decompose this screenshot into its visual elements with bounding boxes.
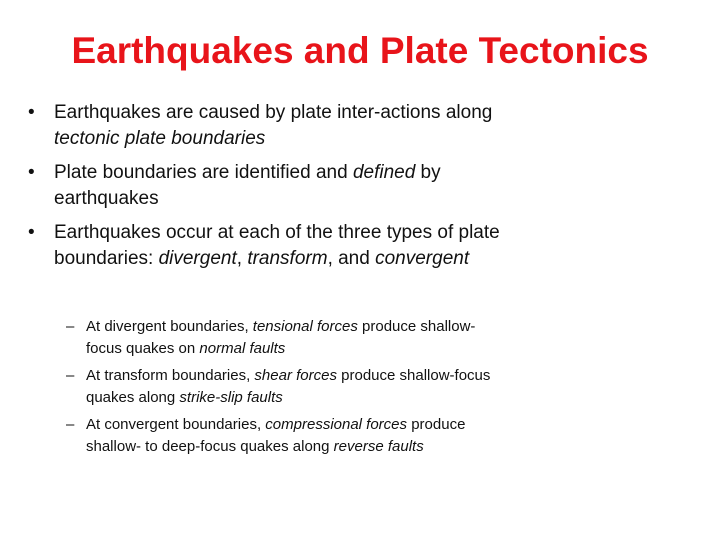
sub-bullet-item bbox=[66, 414, 506, 457]
bullet-marker: • bbox=[28, 162, 35, 183]
sub-bullet-emphasis: compressional forces bbox=[265, 416, 408, 433]
sub-bullet-list bbox=[66, 316, 506, 463]
bullet-item bbox=[28, 220, 508, 271]
bullet-marker: • bbox=[28, 102, 35, 123]
bullet-list bbox=[28, 100, 508, 280]
sub-bullet-emphasis: normal faults bbox=[199, 339, 286, 357]
bullet-text: Earthquakes occur at each of the three types of plate boundaries: bbox=[54, 222, 500, 269]
bullet-marker: • bbox=[28, 222, 35, 243]
bullet-item bbox=[28, 160, 508, 211]
bullet-text: Earthquakes are caused by plate inter-actions along bbox=[54, 102, 493, 123]
slide-title: Earthquakes and Plate Tectonics bbox=[71, 30, 649, 71]
bullet-emphasis: divergent bbox=[158, 247, 237, 269]
bullet-emphasis: tectonic plate boundaries bbox=[54, 127, 266, 149]
sub-bullet-emphasis: tensional forces bbox=[252, 318, 358, 335]
sub-bullet-marker: – bbox=[66, 367, 75, 384]
bullet-emphasis: transform bbox=[247, 247, 328, 269]
sub-bullet-text: produce shallow-focus quakes along bbox=[86, 367, 491, 406]
bullet-item bbox=[28, 100, 508, 151]
bullet-text: , bbox=[236, 247, 248, 269]
sub-bullet-marker: – bbox=[66, 416, 75, 433]
bullet-text: , and bbox=[327, 247, 376, 269]
sub-bullet-item bbox=[66, 365, 506, 408]
sub-bullet-text: At transform boundaries, bbox=[86, 367, 255, 384]
bullet-emphasis: convergent bbox=[375, 247, 470, 269]
bullet-text: by earthquakes bbox=[54, 162, 441, 209]
bullet-text: Plate boundaries are identified and bbox=[54, 162, 353, 183]
sub-bullet-text: produce shallow- to deep-focus quakes along bbox=[86, 416, 466, 455]
sub-bullet-emphasis: strike-slip faults bbox=[179, 388, 283, 406]
sub-bullet-text: At convergent boundaries, bbox=[86, 416, 266, 433]
bullet-emphasis: defined bbox=[352, 162, 416, 183]
sub-bullet-emphasis: reverse faults bbox=[333, 437, 424, 455]
sub-bullet-emphasis: shear forces bbox=[254, 367, 337, 384]
sub-bullet-text: At divergent boundaries, bbox=[86, 318, 253, 335]
sub-bullet-item bbox=[66, 316, 506, 359]
sub-bullet-marker: – bbox=[66, 318, 75, 335]
sub-bullet-text: produce shallow-focus quakes on bbox=[86, 318, 476, 357]
